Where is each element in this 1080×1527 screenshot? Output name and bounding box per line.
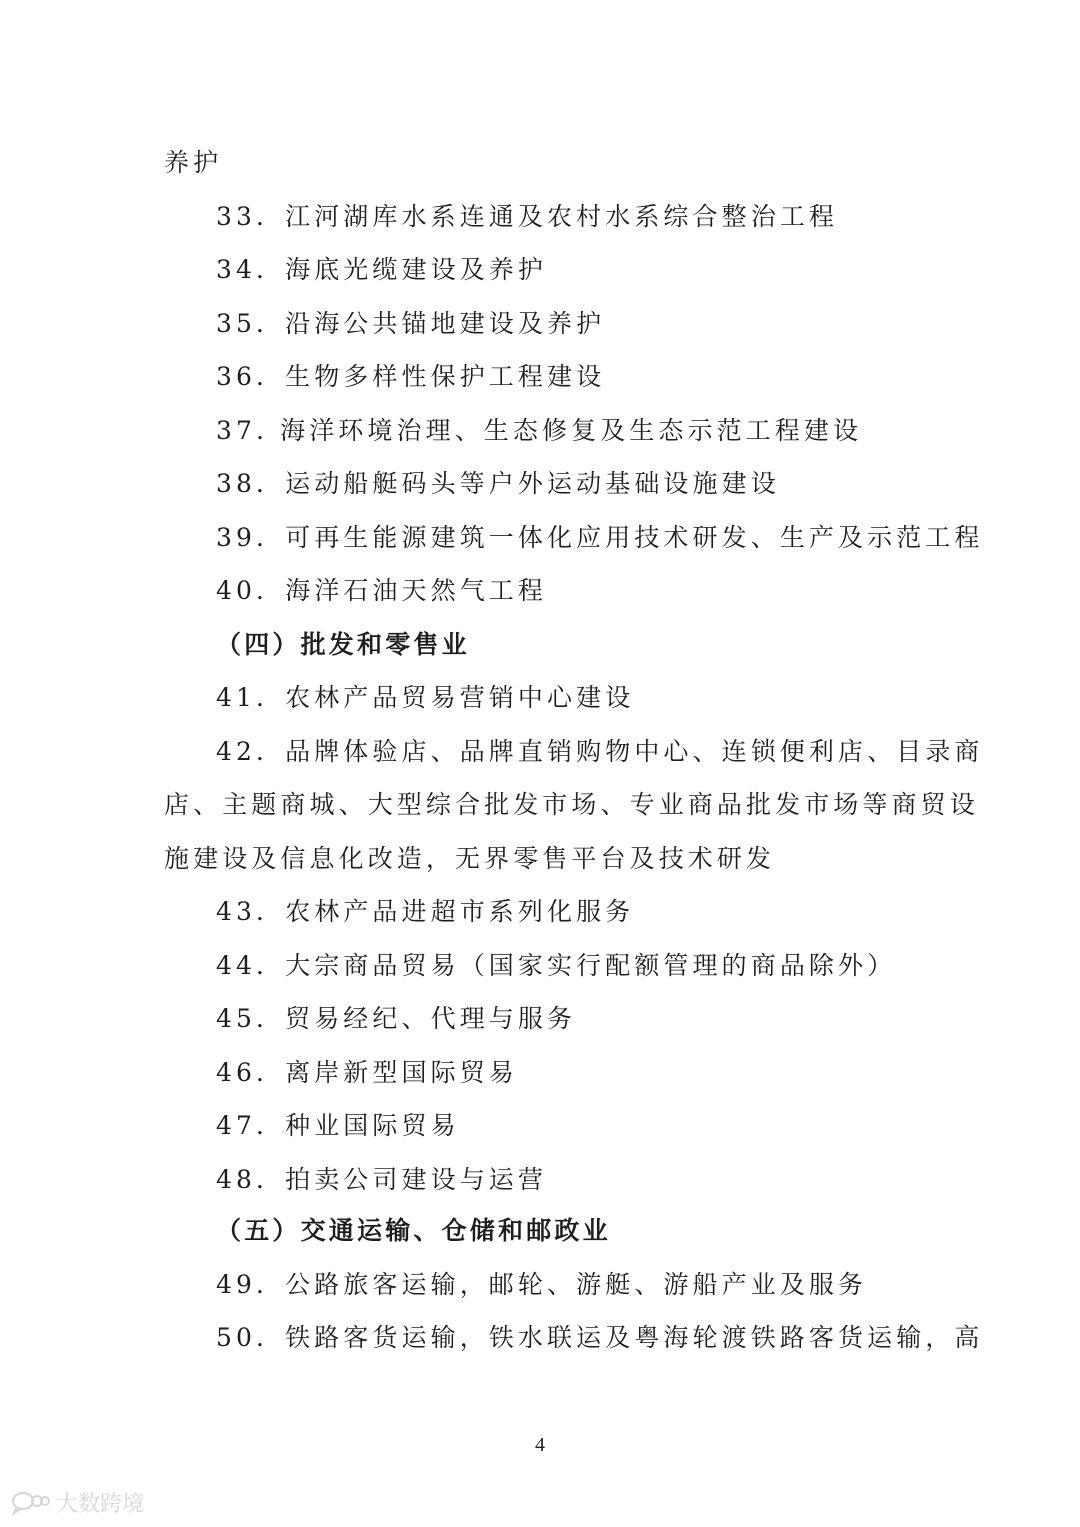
list-item-36: 36．生物多样性保护工程建设 xyxy=(216,362,606,391)
chat-bubble-logo-icon xyxy=(10,1489,50,1515)
list-item-42-continuation: 施建设及信息化改造，无界零售平台及技术研发 xyxy=(164,844,776,873)
list-item-48: 48．拍卖公司建设与运营 xyxy=(216,1165,548,1194)
list-item-47: 47．种业国际贸易 xyxy=(216,1111,460,1140)
list-item-42-continuation: 店、主题商城、大型综合批发市场、专业商品批发市场等商贸设 xyxy=(164,790,979,819)
list-item-46: 46．离岸新型国际贸易 xyxy=(216,1058,518,1087)
list-item-33: 33．江河湖库水系连通及农村水系综合整治工程 xyxy=(216,202,839,231)
list-item-44: 44．大宗商品贸易（国家实行配额管理的商品除外） xyxy=(216,951,897,980)
list-item-41: 41．农林产品贸易营销中心建设 xyxy=(216,683,635,712)
list-item-40: 40．海洋石油天然气工程 xyxy=(216,576,548,605)
page-number: 4 xyxy=(535,1434,545,1456)
watermark xyxy=(10,1487,144,1517)
list-item-37: 37. 海洋环境治理、生态修复及生态示范工程建设 xyxy=(216,416,863,445)
list-item-35: 35．沿海公共锚地建设及养护 xyxy=(216,309,606,338)
text-line-continuation: 养护 xyxy=(164,148,223,177)
section-heading-wholesale-retail: （四）批发和零售业 xyxy=(216,630,470,659)
watermark-text: 大数跨境 xyxy=(56,1491,145,1517)
list-item-42: 42．品牌体验店、品牌直销购物中心、连锁便利店、目录商 xyxy=(216,737,984,766)
list-item-49: 49．公路旅客运输，邮轮、游艇、游船产业及服务 xyxy=(216,1270,868,1299)
list-item-50: 50．铁路客货运输，铁水联运及粤海轮渡铁路客货运输，高 xyxy=(216,1323,984,1352)
list-item-39: 39．可再生能源建筑一体化应用技术研发、生产及示范工程 xyxy=(216,523,984,552)
list-item-43: 43．农林产品进超市系列化服务 xyxy=(216,897,635,926)
list-item-45: 45．贸易经纪、代理与服务 xyxy=(216,1004,577,1033)
list-item-38: 38．运动船艇码头等户外运动基础设施建设 xyxy=(216,469,780,498)
list-item-34: 34．海底光缆建设及养护 xyxy=(216,255,548,284)
section-heading-transport-storage-postal: （五）交通运输、仓储和邮政业 xyxy=(216,1216,611,1245)
